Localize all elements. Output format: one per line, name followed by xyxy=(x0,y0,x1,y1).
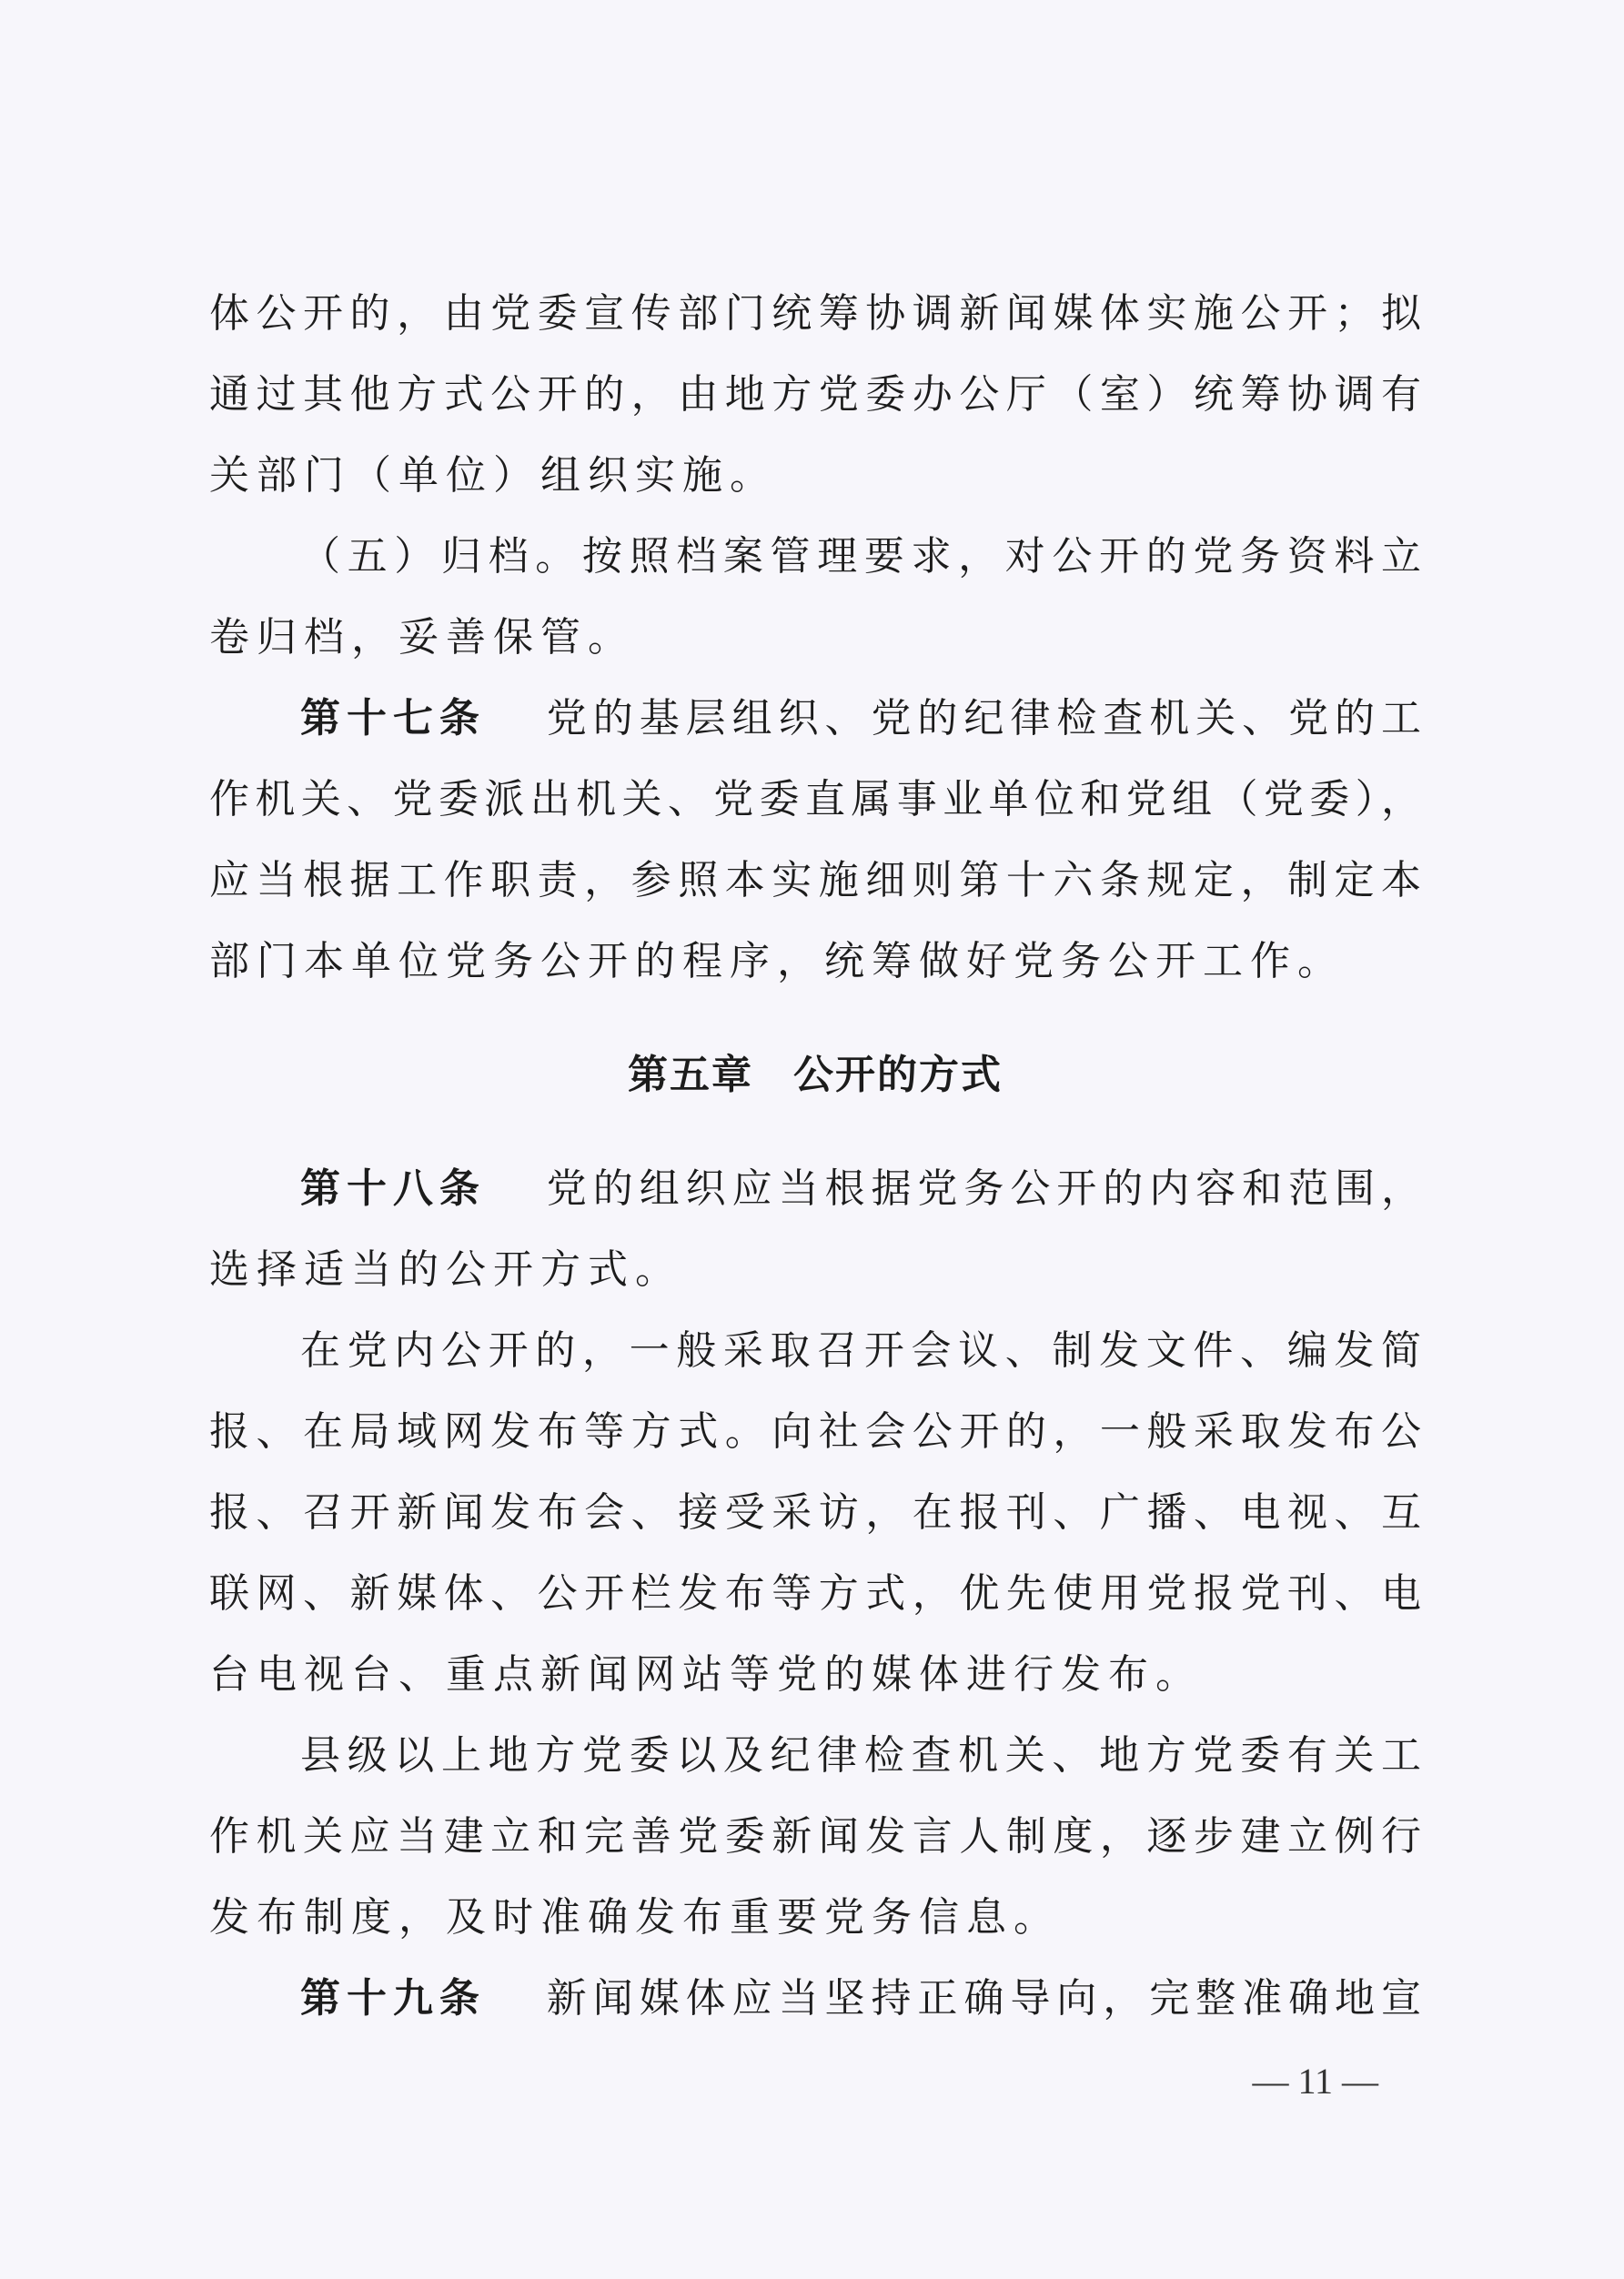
text-line: 在党内公开的，一般采取召开会议、制发文件、编发简 xyxy=(300,1327,1421,1374)
text-line: 选择适当的公开方式。 xyxy=(209,1246,682,1293)
article-19-text: 新闻媒体应当坚持正确导向，完整准确地宣 xyxy=(540,1975,1422,2022)
article-17-label: 第十七条 xyxy=(300,695,486,741)
body-text xyxy=(209,273,1421,2039)
item-5-line: （五）归档。按照档案管理要求，对公开的党务资料立 xyxy=(300,533,1421,580)
text-line: 报、召开新闻发布会、接受采访，在报刊、广播、电视、互 xyxy=(209,1489,1421,1536)
text-line: 报、在局域网发布等方式。向社会公开的，一般采取发布公 xyxy=(209,1408,1421,1455)
chapter-heading xyxy=(209,1034,1421,1115)
page-number: — 11 — xyxy=(1252,2061,1378,2102)
article-18-label: 第十八条 xyxy=(300,1165,486,1212)
article-19-label: 第十九条 xyxy=(300,1975,486,2022)
text-line: 部门本单位党务公开的程序，统筹做好党务公开工作。 xyxy=(209,938,1345,984)
article-17-first-line xyxy=(209,678,1421,759)
text-line: 台电视台、重点新闻网站等党的媒体进行发布。 xyxy=(209,1651,1203,1698)
item-5-line: 卷归档，妥善保管。 xyxy=(209,614,635,661)
article-18-first-line xyxy=(209,1148,1421,1229)
text-line: 关部门（单位）组织实施。 xyxy=(209,452,777,499)
text-line: 发布制度，及时准确发布重要党务信息。 xyxy=(209,1894,1061,1941)
chapter-number: 第五章 xyxy=(628,1052,753,1098)
text-line: 作机关应当建立和完善党委新闻发言人制度，逐步建立例行 xyxy=(209,1813,1421,1860)
article-18-text: 党的组织应当根据党务公开的内容和范围， xyxy=(540,1165,1422,1212)
text-line: 通过其他方式公开的，由地方党委办公厅（室）统筹协调有 xyxy=(209,371,1421,418)
article-19-first-line xyxy=(209,1958,1421,2039)
text-line: 应当根据工作职责，参照本实施细则第十六条规定，制定本 xyxy=(209,857,1421,903)
text-line: 联网、新媒体、公开栏发布等方式，优先使用党报党刊、电 xyxy=(209,1570,1421,1617)
article-17-text: 党的基层组织、党的纪律检查机关、党的工 xyxy=(540,695,1422,741)
text-line: 体公开的，由党委宣传部门统筹协调新闻媒体实施公开；拟 xyxy=(209,290,1421,337)
text-line: 县级以上地方党委以及纪律检查机关、地方党委有关工 xyxy=(300,1732,1421,1779)
text-line: 作机关、党委派出机关、党委直属事业单位和党组（党委）， xyxy=(209,776,1421,822)
chapter-title: 公开的方式 xyxy=(793,1052,1003,1098)
